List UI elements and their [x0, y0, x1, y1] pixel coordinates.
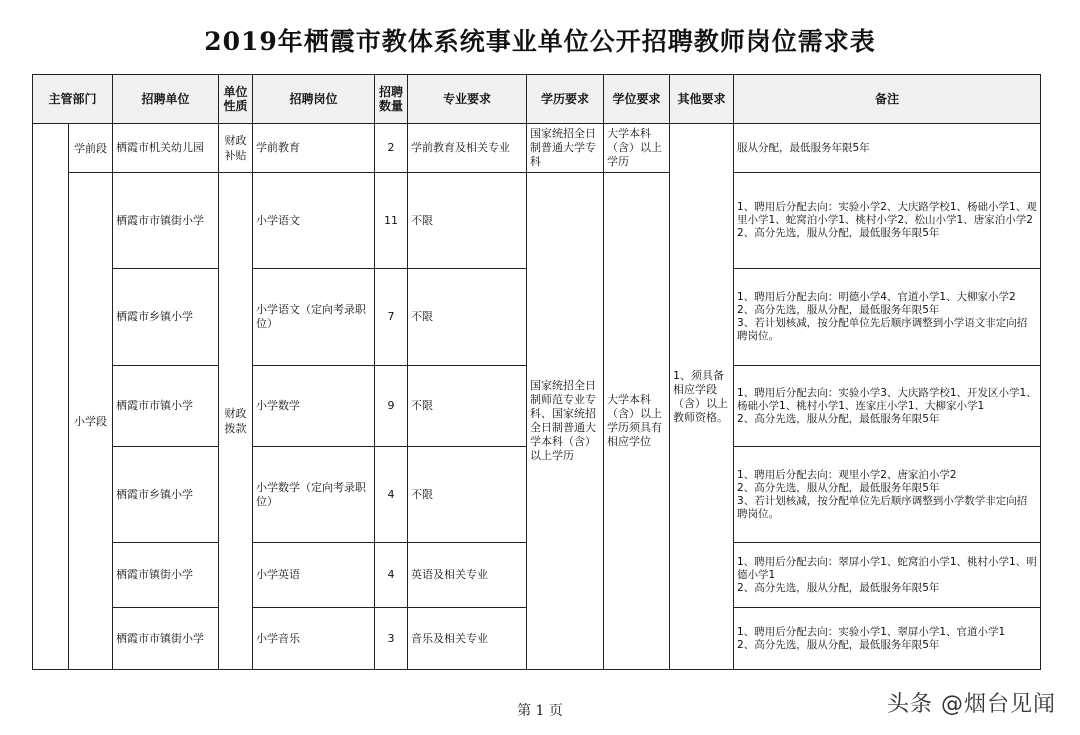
table-header-row — [33, 75, 1041, 124]
note-line: 1、聘用后分配去向：翠屏小学1、蛇窝泊小学1、桃村小学1、明德小学1 — [737, 555, 1037, 581]
post-cell: 小学音乐 — [253, 608, 375, 670]
header-degree: 学位要求 — [604, 75, 670, 124]
unit-cell: 栖霞市市镇街小学 — [113, 173, 219, 269]
unit-type-primary: 财政拨款 — [219, 173, 253, 670]
header-dept: 主管部门 — [33, 75, 113, 124]
major-cell: 不限 — [408, 447, 527, 543]
note-line: 服从分配，最低服务年限5年 — [737, 141, 870, 154]
post-cell: 小学英语 — [253, 543, 375, 608]
note-line: 2、高分先选，服从分配，最低服务年限5年 — [737, 638, 940, 651]
other-requirement-cell: 1、须具备相应学段（含）以上教师资格。 — [670, 124, 734, 670]
notes-cell — [734, 124, 1041, 173]
note-line: 2、高分先选，服从分配，最低服务年限5年 — [737, 412, 940, 425]
table-row — [33, 124, 1041, 173]
degree-primary-cell: 大学本科（含）以上学历须具有相应学位 — [604, 173, 670, 670]
count-cell: 4 — [375, 447, 408, 543]
unit-cell: 栖霞市乡镇小学 — [113, 447, 219, 543]
header-education: 学历要求 — [527, 75, 604, 124]
education-primary-cell: 国家统招全日制师范专业专科、国家统招全日制普通大学本科（含）以上学历 — [527, 173, 604, 670]
note-line: 1、聘用后分配去向：观里小学2、唐家泊小学2 — [737, 468, 957, 481]
major-cell: 英语及相关专业 — [408, 543, 527, 608]
major-cell: 不限 — [408, 173, 527, 269]
page-number: 第 1 页 — [517, 703, 563, 719]
major-cell: 音乐及相关专业 — [408, 608, 527, 670]
header-unit-type: 单位性质 — [219, 75, 253, 124]
unit-cell: 栖霞市市镇小学 — [113, 366, 219, 447]
header-post: 招聘岗位 — [253, 75, 375, 124]
note-line: 1、聘用后分配去向：实验小学2、大庆路学校1、杨础小学1、观里小学1、蛇窝泊小学1、桃村小学2、松山小学1、唐家泊小学2 — [737, 201, 1037, 226]
unit-type-preschool: 财政补贴 — [219, 124, 253, 173]
unit-cell: 栖霞市市镇街小学 — [113, 608, 219, 670]
page-title: 2019年栖霞市教体系统事业单位公开招聘教师岗位需求表 — [204, 27, 876, 56]
notes-cell — [734, 173, 1041, 269]
recruitment-table — [32, 74, 1041, 670]
dept-cell — [33, 124, 69, 670]
count-cell: 7 — [375, 269, 408, 366]
header-notes: 备注 — [734, 75, 1041, 124]
watermark: 头条 @烟台见闻 — [887, 692, 1056, 717]
post-cell: 学前教育 — [253, 124, 375, 173]
post-cell: 小学语文 — [253, 173, 375, 269]
unit-cell: 栖霞市机关幼儿园 — [113, 124, 219, 173]
count-cell: 3 — [375, 608, 408, 670]
note-line: 2、高分先选，服从分配，最低服务年限5年 — [737, 227, 940, 239]
count-cell: 4 — [375, 543, 408, 608]
notes-cell — [734, 608, 1041, 670]
note-line: 1、聘用后分配去向：明德小学4、官道小学1、大柳家小学2 — [737, 291, 1016, 303]
unit-cell: 栖霞市镇街小学 — [113, 543, 219, 608]
unit-cell: 栖霞市乡镇小学 — [113, 269, 219, 366]
header-other: 其他要求 — [670, 75, 734, 124]
notes-cell — [734, 543, 1041, 608]
note-line: 3、若计划核减，按分配单位先后顺序调整到小学语文非定向招聘岗位。 — [737, 317, 1028, 342]
count-cell: 11 — [375, 173, 408, 269]
header-major: 专业要求 — [408, 75, 527, 124]
note-line: 3、若计划核减，按分配单位先后顺序调整到小学数学非定向招聘岗位。 — [737, 494, 1028, 520]
stage-preschool: 学前段 — [69, 124, 113, 173]
note-line: 2、高分先选，服从分配，最低服务年限5年 — [737, 581, 940, 594]
count-cell: 2 — [375, 124, 408, 173]
post-cell: 小学数学 — [253, 366, 375, 447]
note-line: 2、高分先选，服从分配，最低服务年限5年 — [737, 481, 940, 494]
post-cell: 小学数学（定向考录职位） — [253, 447, 375, 543]
post-cell: 小学语文（定向考录职位） — [253, 269, 375, 366]
stage-primary: 小学段 — [69, 173, 113, 670]
note-line: 1、聘用后分配去向：实验小学3、大庆路学校1、开发区小学1、杨础小学1、桃村小学1、连家庄小学1、大柳家小学1 — [737, 386, 1037, 412]
degree-cell: 大学本科（含）以上学历 — [604, 124, 670, 173]
note-line: 1、聘用后分配去向：实验小学1、翠屏小学1、官道小学1 — [737, 625, 1006, 638]
education-cell: 国家统招全日制普通大学专科 — [527, 124, 604, 173]
major-cell: 学前教育及相关专业 — [408, 124, 527, 173]
header-count: 招聘数量 — [375, 75, 408, 124]
major-cell: 不限 — [408, 366, 527, 447]
notes-cell — [734, 447, 1041, 543]
note-line: 2、高分先选，服从分配，最低服务年限5年 — [737, 304, 940, 316]
notes-cell — [734, 269, 1041, 366]
notes-cell — [734, 366, 1041, 447]
count-cell: 9 — [375, 366, 408, 447]
header-unit: 招聘单位 — [113, 75, 219, 124]
table-row — [33, 173, 1041, 269]
major-cell: 不限 — [408, 269, 527, 366]
